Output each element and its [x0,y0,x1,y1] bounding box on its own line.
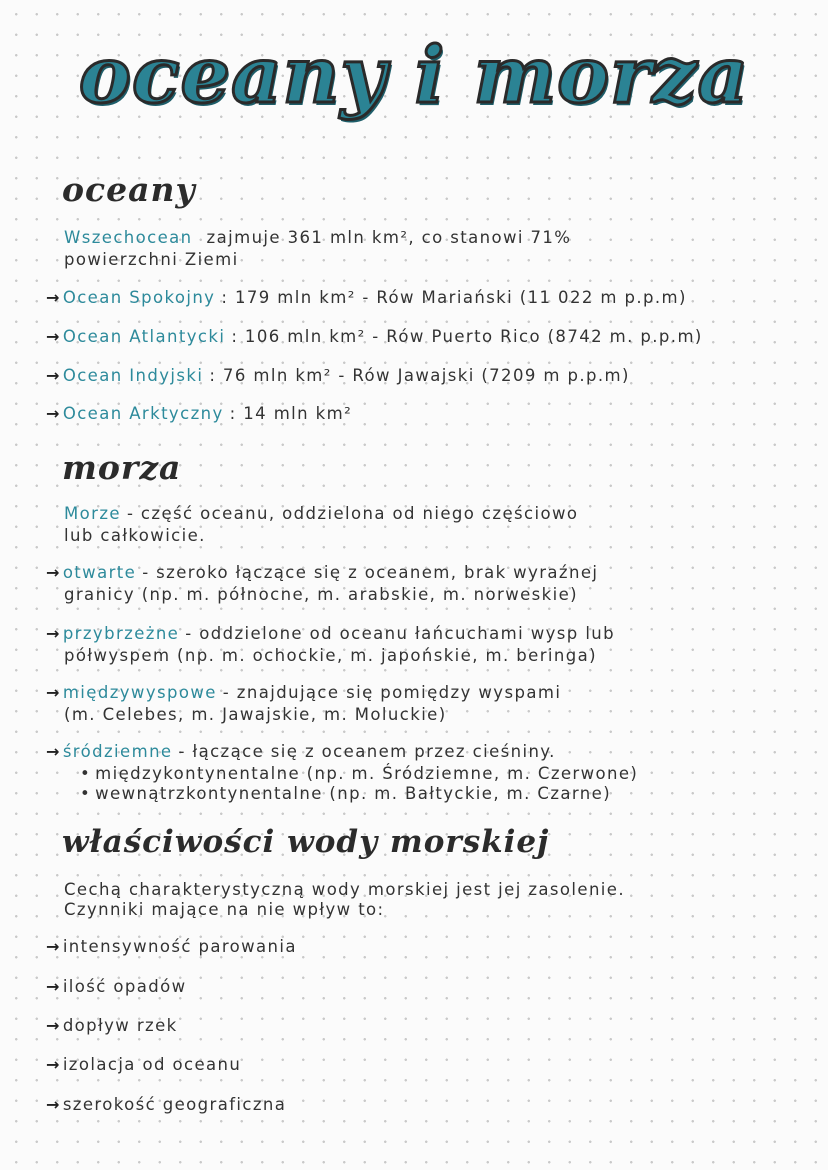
sea-type-desc: - oddzielone od oceanu łańcuchami wysp lub [185,624,616,643]
ocean-details: : 76 mln km² - Rów Jawajski (7209 m p.p.m) [209,366,630,385]
ocean-name: Ocean Atlantycki [62,327,226,346]
intro-text: zajmuje 361 mln km², co stanowi 71% [206,228,572,247]
right-arrow-icon: → [46,683,61,702]
sub-list-item-1 [64,764,638,783]
sub-list-text: wewnątrzkontynentalne (np. m. Bałtyckie, m. Czarne) [95,784,612,803]
right-arrow-icon: → [46,327,61,346]
factor-text: dopływ rzek [62,1016,178,1035]
list-item-sea-type-3 [46,683,561,702]
section-heading-oceany: oceany [62,170,196,209]
list-item-ocean-2 [46,327,703,346]
list-item-sea-type-1 [46,563,598,582]
right-arrow-icon: → [46,977,61,996]
right-arrow-icon: → [46,1016,61,1035]
ocean-name: Ocean Indyjski [62,366,204,385]
list-item-factor-4 [46,1055,241,1074]
list-item-sea-type-2 [46,624,615,643]
ocean-name: Ocean Arktyczny [62,404,224,423]
section-heading-wlasciwosci: właściwości wody morskiej [62,824,550,860]
list-item-factor-3 [46,1016,178,1035]
right-arrow-icon: → [46,563,61,582]
right-arrow-icon: → [46,288,61,307]
sub-list-item-2 [64,784,611,803]
list-item-ocean-4 [46,404,352,423]
right-arrow-icon: → [46,366,61,385]
ocean-details: : 14 mln km² [229,404,353,423]
list-item-ocean-3 [46,366,630,385]
sea-type-desc: - łączące się z oceanem przez cieśniny. [178,742,556,761]
bullet-icon: • [80,764,92,783]
list-item-factor-5 [46,1095,286,1114]
right-arrow-icon: → [46,1055,61,1074]
list-item-factor-1 [46,937,297,956]
ocean-details: : 106 mln km² - Rów Puerto Rico (8742 m. p.p.m) [231,327,703,346]
term-wszechocean: Wszechocean [64,228,193,247]
sea-type-name: śródziemne [62,742,173,761]
right-arrow-icon: → [46,937,61,956]
page-title: oceany i morza [78,30,750,121]
wlasciwosci-line1: Cechą charakterystyczną wody morskiej jest jej zasolenie. [64,880,625,899]
right-arrow-icon: → [46,1095,61,1114]
wlasciwosci-line2: Czynniki mające na nie wpływ to: [64,900,385,919]
right-arrow-icon: → [46,624,61,643]
oceany-intro-line2: powierzchni Ziemi [64,250,239,269]
sea-type-desc-cont: granicy (np. m. północne, m. arabskie, m. norweskie) [64,585,578,604]
sea-type-name: międzywyspowe [62,683,217,702]
morza-intro-line2: lub całkowicie. [64,526,206,545]
sea-type-desc: - szeroko łączące się z oceanem, brak wyraźnej [142,563,599,582]
sea-type-desc: - znajdujące się pomiędzy wyspami [222,683,562,702]
term-morze: Morze [64,504,121,523]
list-item-sea-type-4 [46,742,556,761]
factor-text: szerokość geograficzna [62,1095,287,1114]
sea-type-desc-cont: półwyspem (np. m. ochockie, m. japońskie, m. beringa) [64,646,597,665]
morza-intro-line1 [64,504,578,523]
factor-text: intensywność parowania [62,937,297,956]
bullet-icon: • [80,784,92,803]
sea-type-desc-cont: (m. Celebes, m. Jawajskie, m. Moluckie) [64,705,447,724]
sea-type-name: przybrzeżne [62,624,180,643]
sub-list-text: międzykontynentalne (np. m. Śródziemne, m. Czerwone) [95,764,639,783]
ocean-details: : 179 mln km² - Rów Mariański (11 022 m p.p.m) [221,288,687,307]
intro-text: - część oceanu, oddzielona od niego częściowo [126,504,579,523]
section-heading-morza: morza [62,448,182,487]
right-arrow-icon: → [46,742,61,761]
factor-text: izolacja od oceanu [62,1055,242,1074]
right-arrow-icon: → [46,404,61,423]
sea-type-name: otwarte [62,563,137,582]
list-item-factor-2 [46,977,187,996]
oceany-intro-line1 [64,228,571,247]
factor-text: ilość opadów [62,977,187,996]
list-item-ocean-1 [46,288,687,307]
ocean-name: Ocean Spokojny [62,288,216,307]
